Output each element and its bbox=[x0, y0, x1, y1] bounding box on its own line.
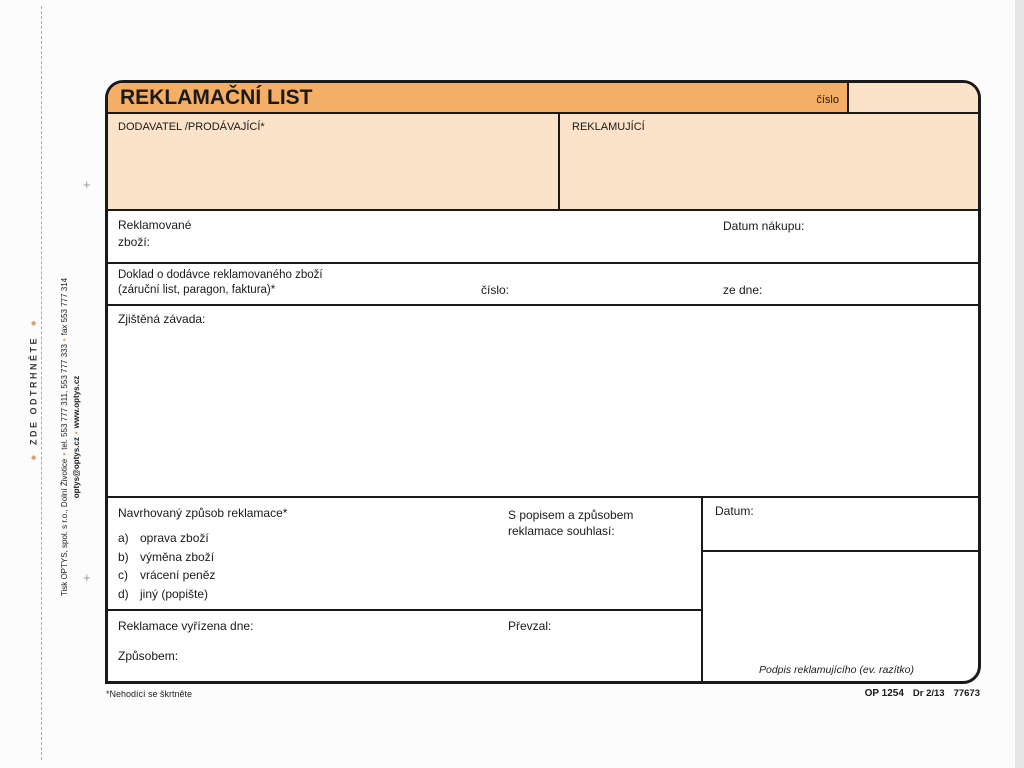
complaint-form bbox=[105, 80, 981, 684]
footnote: *Nehodící se škrtněte bbox=[106, 689, 193, 699]
option-key: d) bbox=[118, 586, 129, 601]
claimed-goods-field[interactable] bbox=[108, 211, 978, 264]
claimant-label: REKLAMUJÍCÍ bbox=[572, 121, 645, 133]
agreement-line1: S popisem a způsobem bbox=[508, 508, 634, 522]
perforation-line bbox=[41, 6, 42, 760]
bullet-icon: • bbox=[72, 431, 81, 435]
option-other bbox=[118, 585, 691, 604]
form-title: REKLAMAČNÍ LIST bbox=[120, 86, 313, 109]
date-field[interactable] bbox=[703, 498, 978, 552]
printer-name: Tisk OPTYS, spol. s r.o., Dolní Životice bbox=[60, 458, 69, 597]
method-label: Způsobem: bbox=[118, 649, 179, 663]
print-number: 77673 bbox=[953, 688, 980, 699]
resolution-field[interactable] bbox=[108, 611, 701, 681]
claimant-field[interactable] bbox=[560, 114, 978, 209]
proposed-options bbox=[118, 529, 691, 603]
defect-label: Zjištěná závada: bbox=[118, 312, 206, 326]
option-text: vrácení peněz bbox=[140, 568, 216, 582]
form-edition: Dr 2/13 bbox=[912, 688, 945, 699]
claimed-goods-label-line2: zboží: bbox=[118, 235, 151, 249]
signature-field[interactable] bbox=[703, 552, 978, 681]
printer-imprint bbox=[59, 157, 85, 717]
parties-row bbox=[108, 114, 978, 211]
agreement-label bbox=[508, 507, 633, 539]
date-label: Datum: bbox=[715, 504, 754, 518]
option-key: b) bbox=[118, 549, 129, 564]
option-key: c) bbox=[118, 568, 128, 582]
received-by-label: Převzal: bbox=[508, 619, 552, 633]
proposed-method-field[interactable] bbox=[108, 498, 701, 611]
registration-mark: + bbox=[83, 177, 91, 192]
document-label-line2: (záruční list, paragon, faktura)* bbox=[118, 284, 276, 296]
tear-off-text: ZDE ODTRHNĚTE bbox=[28, 336, 38, 445]
number-field[interactable] bbox=[847, 83, 978, 112]
tear-marker-icon: ◆ bbox=[30, 320, 37, 326]
option-exchange bbox=[118, 548, 691, 567]
form-header bbox=[108, 83, 978, 114]
form-code-main: OP 1254 bbox=[864, 688, 904, 699]
number-label: číslo bbox=[816, 94, 839, 106]
purchase-date-label: Datum nákupu: bbox=[723, 219, 805, 233]
agreement-line2: reklamace souhlasí: bbox=[508, 524, 615, 538]
document-field[interactable] bbox=[108, 264, 978, 306]
registration-mark: + bbox=[83, 570, 91, 585]
signature-label: Podpis reklamujícího (ev. razítko) bbox=[758, 664, 915, 676]
form-code bbox=[865, 688, 980, 699]
printer-fax: fax 553 777 314 bbox=[60, 277, 69, 336]
resolved-date-label: Reklamace vyřízena dne: bbox=[118, 619, 254, 633]
defect-field[interactable] bbox=[108, 306, 978, 498]
document-date-label: ze dne: bbox=[723, 283, 763, 297]
tear-off-label bbox=[27, 291, 40, 491]
option-key: a) bbox=[118, 531, 129, 545]
supplier-field[interactable] bbox=[108, 114, 560, 209]
claimed-goods-label-line1: Reklamované bbox=[118, 218, 192, 232]
printer-phone: tel. 553 777 311, 553 777 333 bbox=[60, 344, 69, 450]
option-text: oprava zboží bbox=[140, 531, 209, 545]
supplier-label: DODAVATEL /PRODÁVAJÍCÍ* bbox=[118, 121, 265, 133]
printer-web-line bbox=[71, 157, 83, 717]
option-text: jiný (popište) bbox=[140, 586, 209, 601]
bottom-right-column bbox=[703, 498, 978, 681]
bottom-left-column bbox=[108, 498, 703, 681]
page-edge bbox=[1015, 0, 1024, 768]
printer-contact-line bbox=[59, 157, 71, 717]
bottom-section bbox=[108, 498, 978, 681]
bullet-icon: • bbox=[60, 338, 69, 342]
bullet-icon: • bbox=[60, 452, 69, 456]
option-text: výměna zboží bbox=[140, 549, 215, 564]
printer-website: www.optys.cz bbox=[72, 375, 81, 429]
proposed-method-label: Navrhovaný způsob reklamace* bbox=[118, 506, 288, 520]
option-refund bbox=[118, 566, 691, 585]
document-number-label: číslo: bbox=[481, 283, 510, 297]
document-label-line1: Doklad o dodávce reklamovaného zboží bbox=[118, 269, 323, 281]
printer-email: optys@optys.cz bbox=[72, 437, 81, 499]
tear-marker-icon: ◆ bbox=[30, 455, 37, 461]
